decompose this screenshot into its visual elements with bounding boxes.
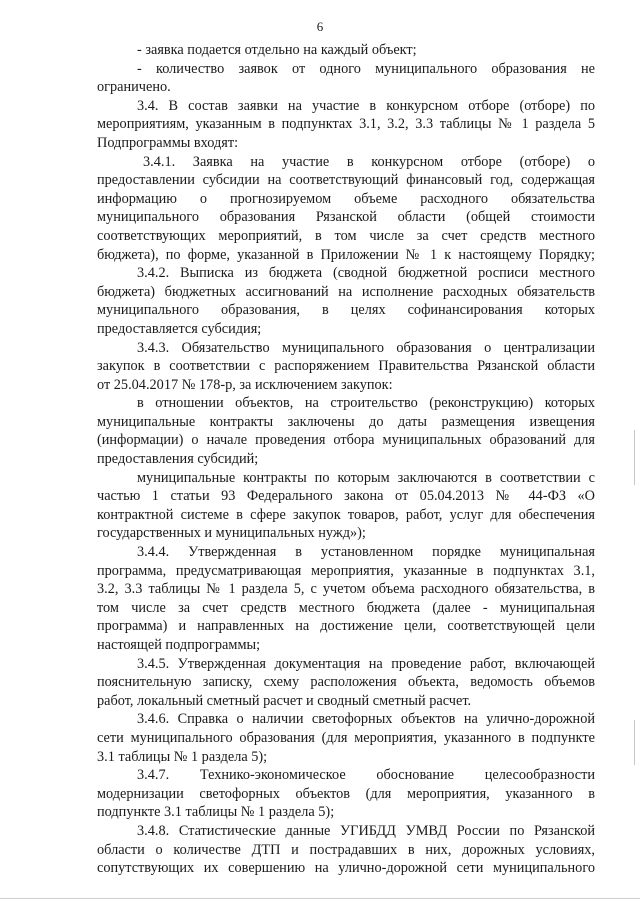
scan-edge-mark [634,430,635,485]
text-line: работ, локальный сметный расчет и сводный сметный расчет. [97,692,472,709]
text-line: 3.4.6. Справка о наличии светофорных объектов на улично-дорожной [137,711,595,728]
text-line: муниципальные контракты по которым заключаются в соответствии с [137,469,595,486]
text-line: соответствующих мероприятий, в том числе за счет средств местного [97,227,595,244]
text-line: том числе за счет средств местного бюджета (далее - муниципальная [97,599,595,616]
text-line: 3.4.5. Утвержденная документация на проведение работ, включающей [137,655,595,672]
text-line: предоставления субсидий; [97,451,259,468]
text-line: ограничено. [97,79,171,96]
text-line: контрактной системе в сфере закупок товаров, работ, услуг для обеспечения [97,506,595,523]
text-line: программа) и направленных на достижение цели, соответствующей цели [97,618,595,635]
text-line: частью 1 статьи 93 Федерального закона от 05.04.2013 № 44-ФЗ «О [97,488,595,505]
text-line: 3.4. В состав заявки на участие в конкурсном отборе (отборе) по [137,97,595,114]
text-line: предоставляется субсидия; [97,320,262,337]
scan-bottom-edge [0,898,640,899]
page-number: 6 [316,19,324,34]
text-line: 3.4.7. Технико-экономическое обоснование целесообразности [137,767,595,784]
text-line: программа, предусматривающая мероприятия, указанные в подпунктах 3.1, [97,562,595,579]
text-line: 3.1 таблицы № 1 раздела 5); [97,748,268,765]
text-line: 3.4.3. Обязательство муниципального образования о централизации [137,339,595,356]
text-line: (информации) о начале проведения отбора муниципальных образований для [97,432,595,449]
text-line: бюджета) бюджетных ассигнований на исполнение расходных обязательств [97,283,595,300]
text-line: настоящей подпрограммы; [97,637,261,653]
scan-edge-mark [634,720,635,765]
text-line: пояснительную записку, схему расположения объекта, ведомость объемов [97,674,595,691]
text-line: 3.4.2. Выписка из бюджета (сводной бюджетной росписи местного [137,265,595,282]
document-body [97,41,595,878]
text-line: мероприятиям, указанным в подпунктах 3.1, 3.2, 3.3 таблицы № 1 раздела 5 [97,116,595,133]
text-line: информацию о прогнозируемом объеме расходного обязательства [97,190,595,207]
text-line: 3.2, 3.3 таблицы № 1 раздела 5, с учетом объема расходного обязательства, в [97,581,595,598]
text-line: Подпрограммы входят: [97,134,239,151]
text-line: - количество заявок от одного муниципального образования не [137,60,595,77]
text-line: - заявка подается отдельно на каждый объект; [137,42,417,58]
text-line: государственных и муниципальных нужд»); [97,525,366,542]
text-line: бюджета), по форме, указанной в Приложении № 1 к настоящему Порядку; [97,246,595,263]
text-line: 3.4.1. Заявка на участие в конкурсном отборе (отборе) о [143,153,595,170]
text-line: подпункте 3.1 таблицы № 1 раздела 5); [97,804,335,821]
text-line: в отношении объектов, на строительство (реконструкцию) которых [137,395,595,412]
text-line: модернизации светофорных объектов (для мероприятия, указанного в [97,785,595,802]
text-line: 3.4.8. Статистические данные УГИБДД УМВД России по Рязанской [137,822,595,839]
text-line: 3.4.4. Утвержденная в установленном порядке муниципальная [137,544,595,561]
text-line: от 25.04.2017 № 178-р, за исключением закупок: [97,376,393,393]
text-line: закупок в соответствии с распоряжением Правительства Рязанской области [97,358,595,375]
text-line: сети муниципального образования (для мероприятия, указанного в подпункте [97,729,595,746]
text-line: сопутствующих их совершению на улично-дорожной сети муниципального [97,860,595,877]
text-line: муниципального образования, в целях софинансирования которых [97,302,595,319]
text-line: муниципального образования Рязанской области (общей стоимости [97,209,595,226]
text-line: муниципальные контракты заключены до даты размещения извещения [97,413,595,430]
text-line: области о количестве ДТП и пострадавших в них, дорожных условиях, [97,841,595,858]
text-line: предоставлении субсидии на соответствующий финансовый год, содержащая [97,172,595,189]
